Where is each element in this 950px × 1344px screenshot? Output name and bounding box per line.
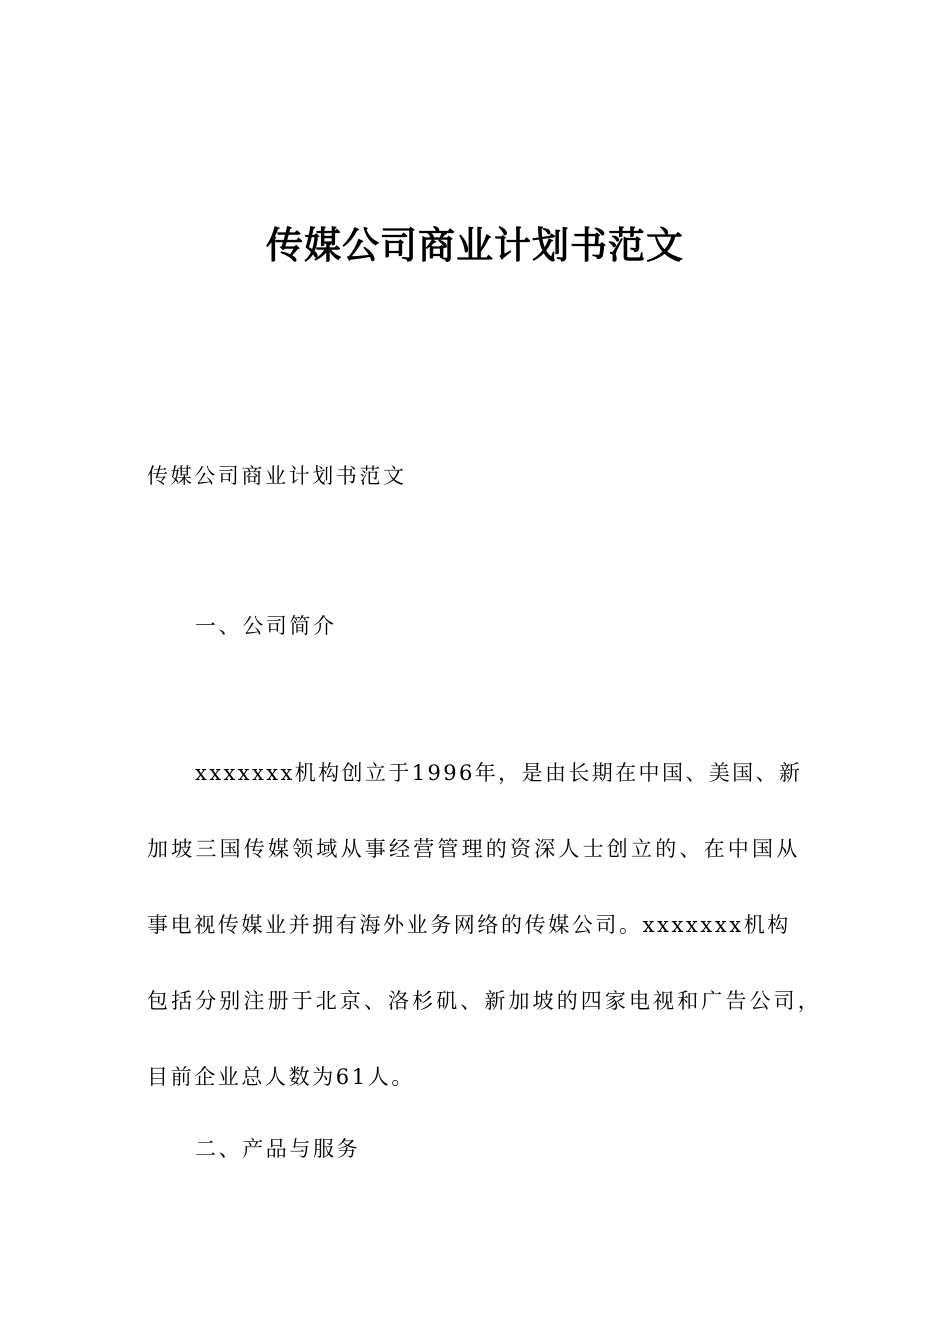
- company-intro-paragraph: [147, 759, 837, 1139]
- section-heading-products-services: 二、产品与服务: [195, 1137, 361, 1161]
- paragraph-line: xxxxxxx机构创立于1996年，是由长期在中国、美国、新: [195, 761, 803, 785]
- paragraph-line: 目前企业总人数为61人。: [147, 1065, 415, 1089]
- paragraph-line: 包括分别注册于北京、洛杉矶、新加坡的四家电视和广告公司，: [147, 989, 822, 1013]
- section-heading-company-intro: 一、公司简介: [195, 614, 337, 638]
- paragraph-line: 加坡三国传媒领域从事经营管理的资深人士创立的、在中国从: [147, 837, 801, 861]
- paragraph-line: 事电视传媒业并拥有海外业务网络的传媒公司。xxxxxxx机构: [147, 913, 791, 937]
- document-title: 传媒公司商业计划书范文: [266, 224, 684, 267]
- document-subtitle: 传媒公司商业计划书范文: [147, 464, 407, 488]
